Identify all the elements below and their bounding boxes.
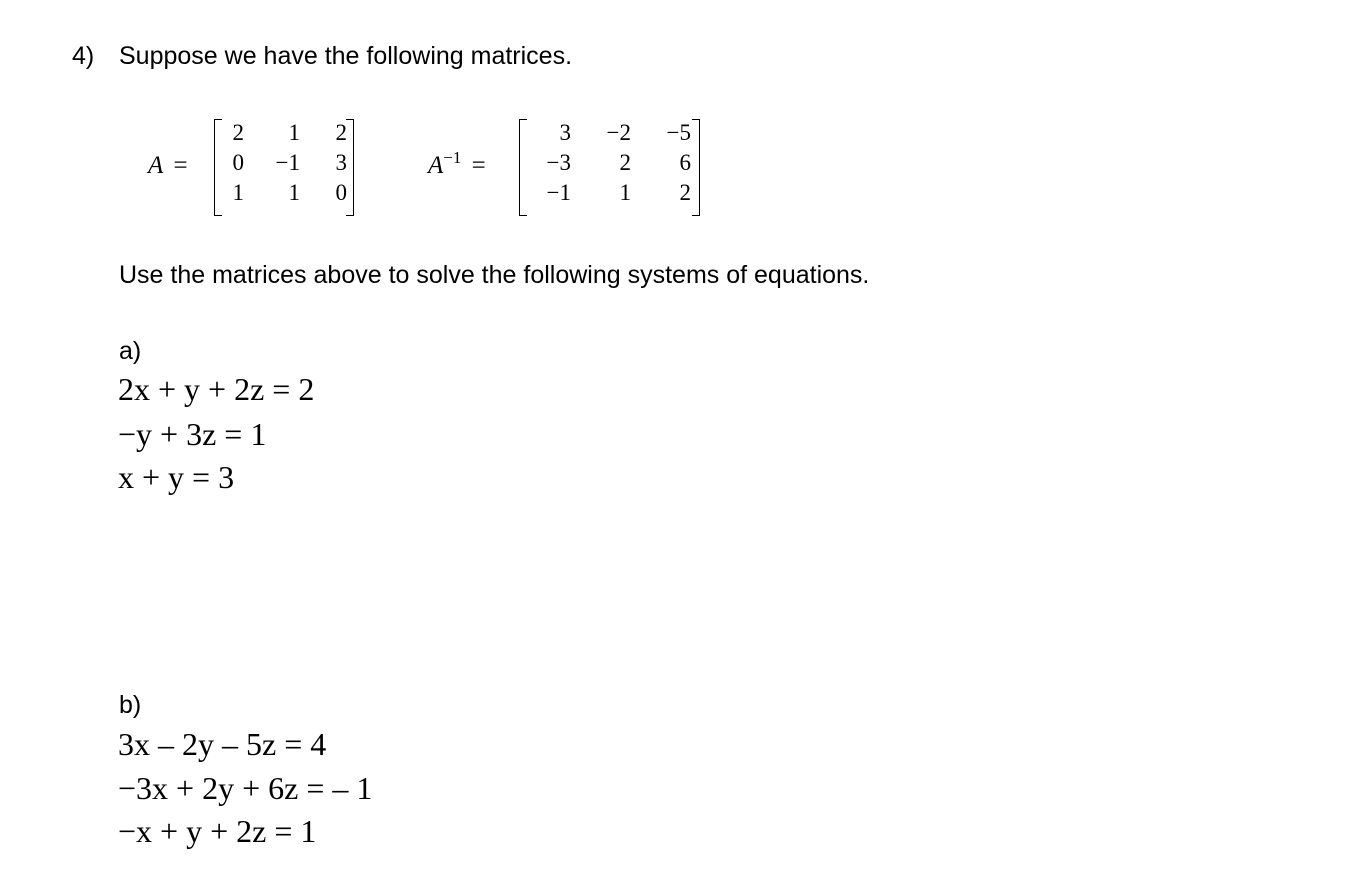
matrix-a-cell: 2	[335, 120, 347, 145]
matrix-a-inverse-cell: 2	[619, 150, 631, 175]
matrix-a-cell: 3	[335, 150, 347, 175]
matrix-a-inverse-cell: 6	[679, 150, 691, 175]
matrix-a-inverse-right-bracket	[692, 119, 700, 216]
matrix-a-cell: 2	[232, 120, 244, 145]
matrix-a-inverse-cell: −2	[606, 120, 631, 145]
matrix-a-right-bracket	[346, 119, 354, 216]
part-b-label: b)	[119, 691, 142, 719]
part-b-equation: −x + y + 2z = 1	[118, 813, 317, 849]
matrix-a-cell: −1	[275, 150, 300, 175]
matrix-a-inverse-cell: −1	[546, 180, 571, 205]
matrix-a-var: A	[148, 152, 164, 179]
matrix-a-label	[148, 151, 188, 181]
matrix-a-cell: 1	[288, 120, 300, 145]
matrix-a	[222, 118, 347, 208]
matrix-a-inverse	[527, 118, 691, 208]
matrix-a-equals: =	[173, 152, 188, 179]
matrix-a-cell: 1	[288, 180, 300, 205]
part-a-equation: −y + 3z = 1	[118, 416, 267, 452]
matrix-a-inverse-cell: −3	[546, 150, 571, 175]
part-a-label: a)	[119, 337, 142, 365]
part-a-equation: x + y = 3	[118, 459, 235, 495]
matrix-a-cell: 0	[335, 180, 347, 205]
matrix-a-inverse-left-bracket	[519, 119, 527, 216]
matrix-a-inverse-superscript: −1	[443, 148, 462, 167]
part-b-equation: 3x – 2y – 5z = 4	[118, 726, 327, 762]
matrix-a-cell: 0	[232, 150, 244, 175]
problem-intro: Suppose we have the following matrices.	[119, 42, 573, 70]
matrix-a-inverse-cell: 2	[679, 180, 691, 205]
matrix-a-inverse-cell: −5	[666, 120, 691, 145]
part-b-equation: −3x + 2y + 6z = – 1	[118, 770, 373, 806]
part-a-equation: 2x + y + 2z = 2	[118, 371, 315, 407]
instruction-text: Use the matrices above to solve the following systems of equations.	[119, 261, 870, 289]
matrix-a-inverse-label	[428, 148, 486, 183]
problem-number: 4)	[72, 42, 95, 70]
matrix-a-inverse-cell: 3	[559, 120, 571, 145]
matrix-a-inverse-equals: =	[471, 152, 486, 179]
matrix-a-left-bracket	[214, 119, 222, 216]
matrix-a-inverse-cell: 1	[619, 180, 631, 205]
matrix-a-cell: 1	[232, 180, 244, 205]
matrix-a-inverse-var: A	[428, 152, 444, 179]
